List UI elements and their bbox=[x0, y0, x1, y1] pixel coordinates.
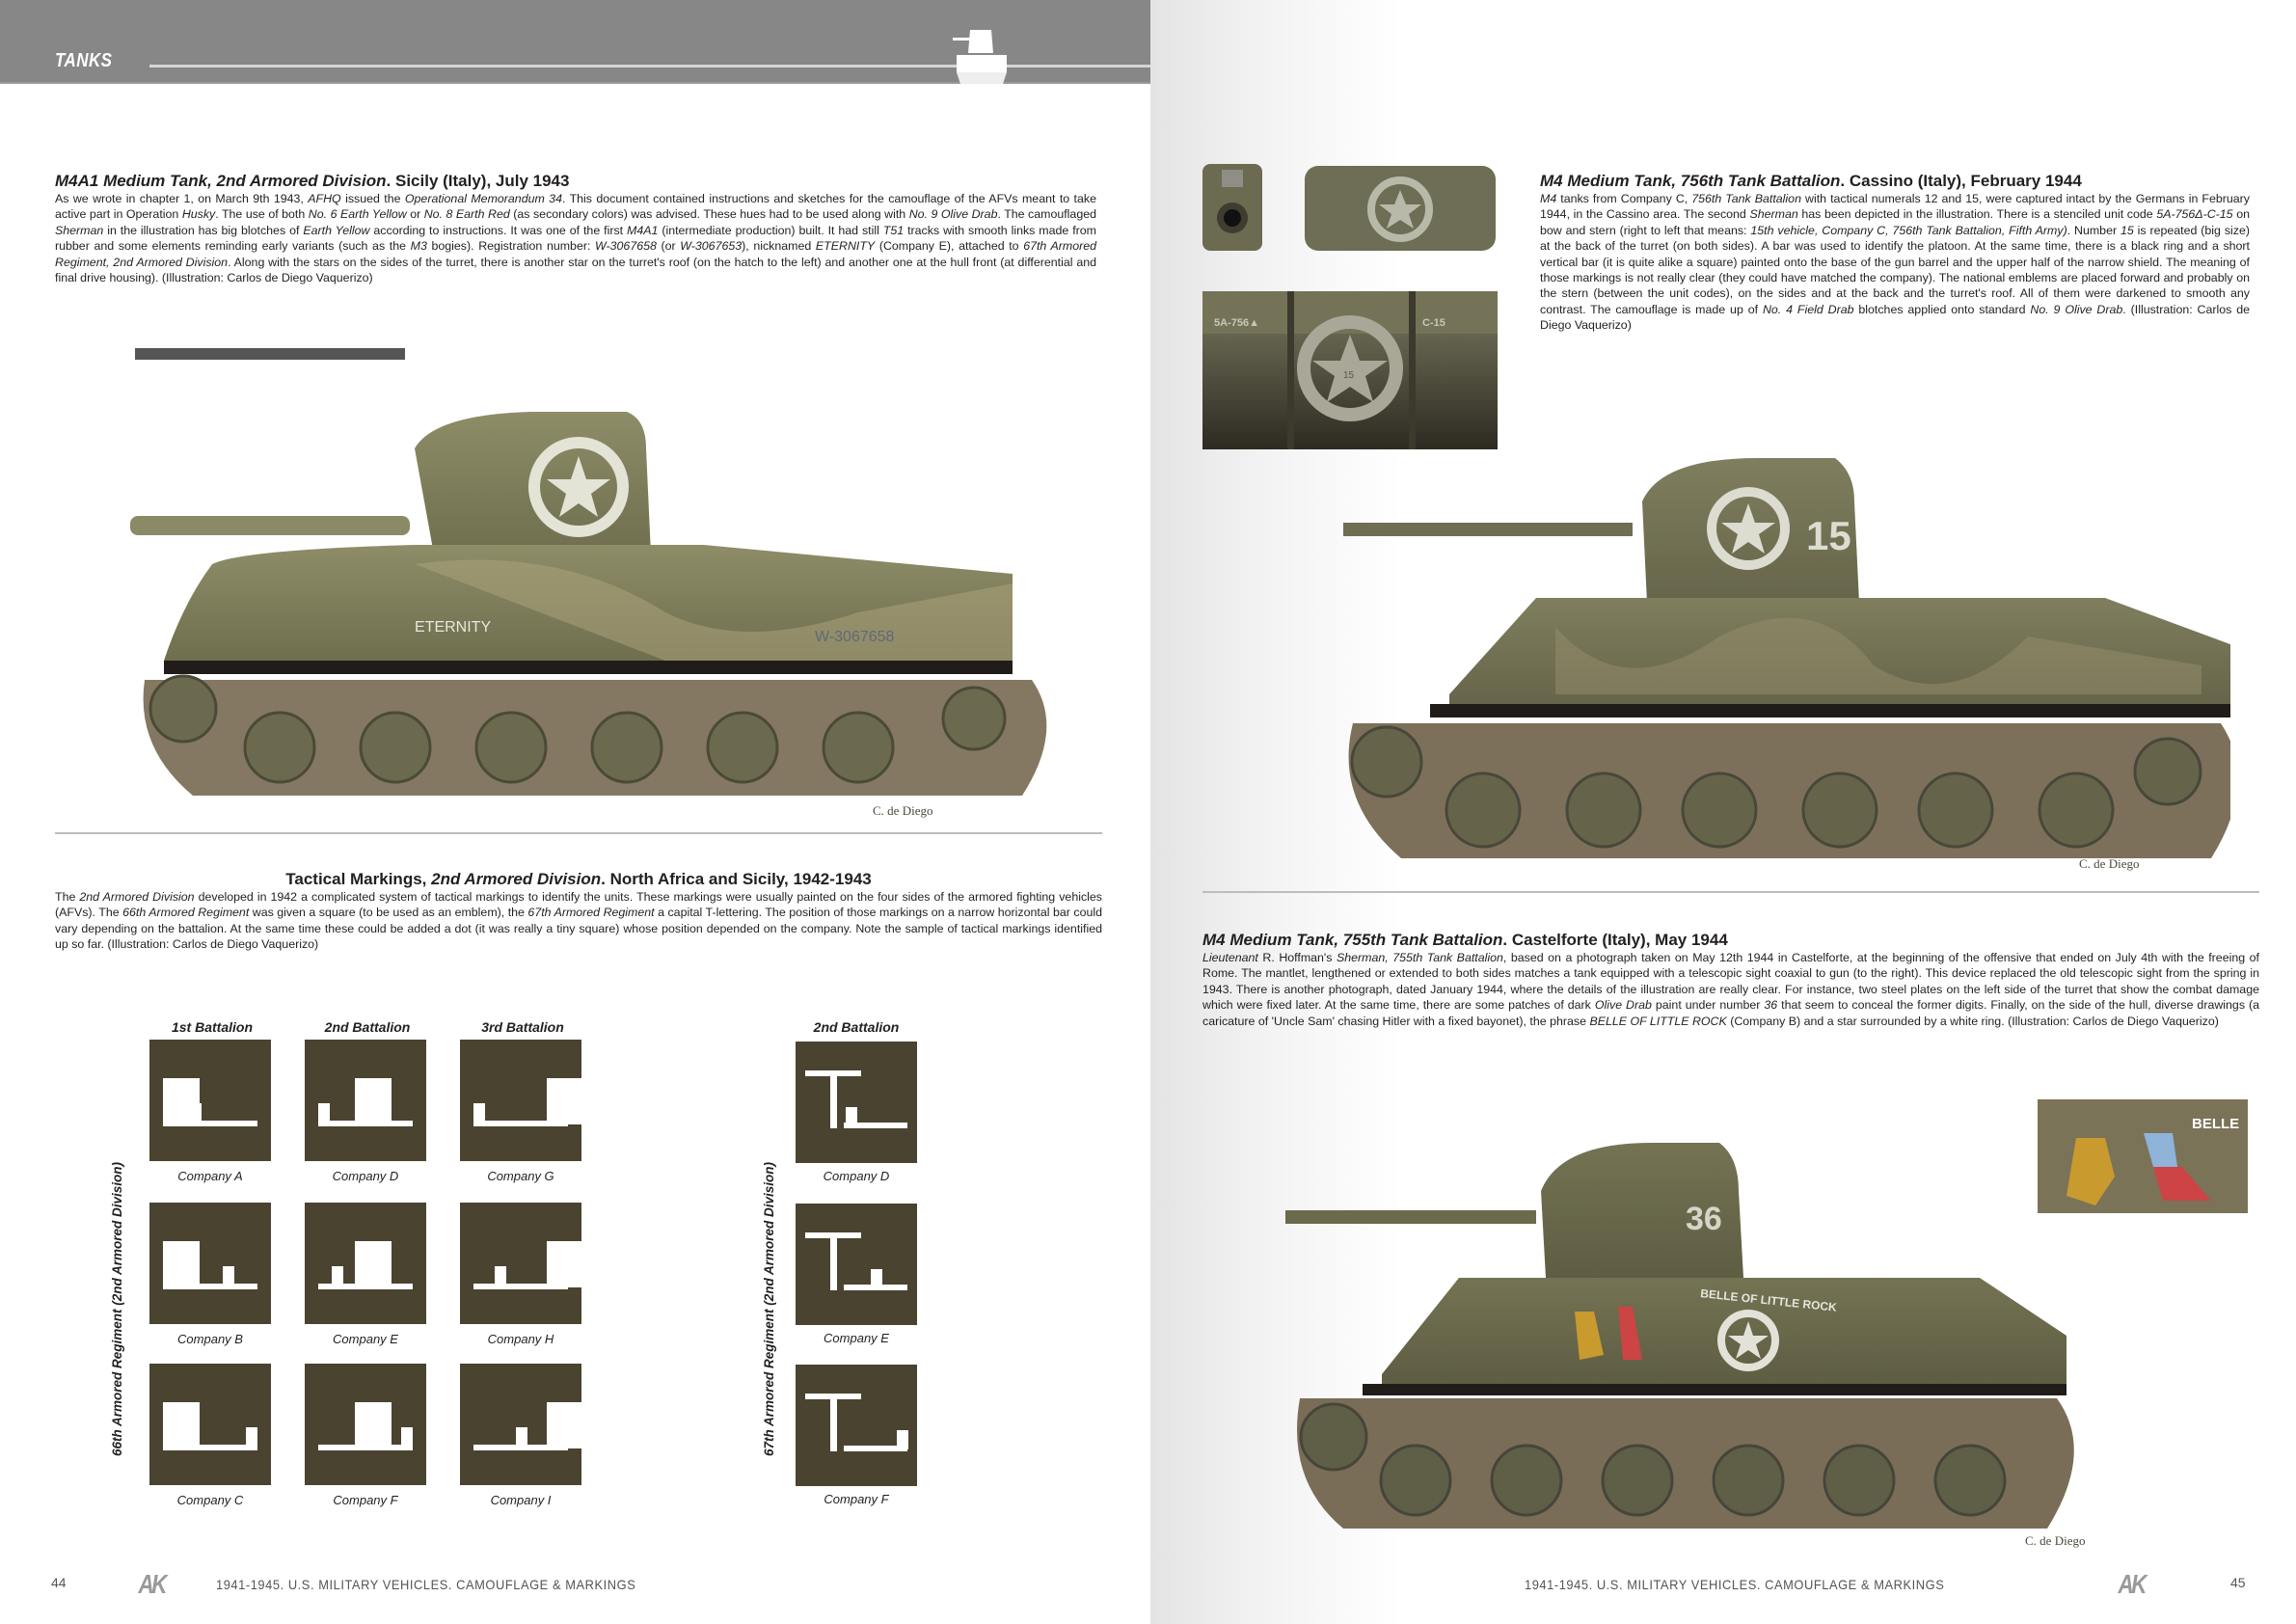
tactical-marking-square bbox=[149, 1040, 271, 1161]
article-body: M4 tanks from Company C, 756th Tank Battalion with tactical numerals 12 and 15, were captured intact by the Germans in February 1944, in the Cassino area. The second Sherman has been depicted in the illustration. There is a stenciled unit code 5A-756Δ-C-15 on bow and stern (right to left that means: 15th vehicle, Company C, 756th Tank Battalion, Fifth Army). Number 15 is repeated (big size) at the back of the turret (on both sides). A bar was used to identify the platoon. At the same time, there is a black ring and a short vertical bar (it is quite alike a square) painted onto the base of the gun barrel and the upper half of the narrow shield. The meaning of those markings is not really clear (they could have matched the company). The national emblems are placed forward and probably on the stern (between the unit codes), on the sides and at the back and the turret's roof. All of them were darkened to smooth any contrast. The camouflage is made up of No. 4 Field Drab blotches applied onto standard No. 9 Olive Drab. (Illustration: Carlos de Diego Vaquerizo) bbox=[1540, 192, 2251, 333]
tactical-marking-square bbox=[305, 1040, 426, 1161]
regiment-66-label: 66th Armored Regiment (2nd Armored Division) bbox=[110, 1161, 124, 1456]
company-caption: Company F bbox=[333, 1493, 398, 1507]
tank-silhouette-icon bbox=[953, 24, 1011, 84]
illustration-credit: C. de Diego bbox=[2079, 856, 2140, 871]
svg-text:W-3067658: W-3067658 bbox=[815, 629, 895, 645]
article-body: The 2nd Armored Division developed in 1942 a complicated system of tactical markings to identify the units. These markings were usually painted on the four sides of the armored fighting vehicles (AFVs). The 66th Armored Regiment was given a square (to be used as an emblem), the 67th Armored Regiment a capital T-lettering. The position of those markings on a narrow horizontal bar could vary depending on the battalion. At the same time these could be added a dot (it was really a tiny square) whose position depended on the company. Note the sample of tactical markings identified up so far. (Illustration: Carlos de Diego Vaquerizo) bbox=[55, 890, 1103, 952]
illustration-credit: C. de Diego bbox=[873, 803, 933, 818]
tactical-marking-t bbox=[796, 1365, 917, 1486]
page-number: 44 bbox=[51, 1575, 67, 1590]
section-divider bbox=[1202, 891, 2259, 893]
column-heading: 1st Battalion bbox=[171, 1019, 253, 1035]
tactical-marking-t bbox=[796, 1042, 917, 1163]
column-heading: 3rd Battalion bbox=[481, 1019, 564, 1035]
tactical-marking-square bbox=[305, 1364, 426, 1485]
column-heading: 2nd Battalion bbox=[813, 1019, 900, 1035]
svg-text:15: 15 bbox=[1343, 370, 1355, 381]
page-number: 45 bbox=[2230, 1575, 2246, 1590]
article-m4-756th bbox=[1540, 172, 2250, 334]
company-caption: Company F bbox=[824, 1492, 889, 1506]
section-header bbox=[0, 0, 1150, 84]
section-title: TANKS bbox=[55, 50, 113, 71]
company-caption: Company G bbox=[487, 1169, 554, 1183]
tactical-marking-square bbox=[305, 1203, 426, 1324]
column-heading: 2nd Battalion bbox=[324, 1019, 411, 1035]
m4-756th-illustration bbox=[1334, 415, 2230, 878]
svg-text:BELLE OF LITTLE ROCK: BELLE OF LITTLE ROCK bbox=[1699, 1286, 1838, 1314]
m4-755th-belle-illustration bbox=[1285, 1104, 2076, 1548]
article-m4a1 bbox=[55, 172, 1096, 285]
article-title: M4 Medium Tank, 756th Tank Battalion. Cassino (Italy), February 1944 bbox=[1540, 172, 2082, 190]
tactical-marking-square bbox=[149, 1203, 271, 1324]
right-page bbox=[1150, 0, 2296, 1624]
section-divider bbox=[55, 832, 1102, 834]
ak-logo: AK bbox=[2118, 1569, 2146, 1599]
svg-text:15: 15 bbox=[1806, 513, 1851, 558]
svg-text:BELLE: BELLE bbox=[2192, 1116, 2240, 1132]
company-caption: Company H bbox=[487, 1332, 554, 1346]
company-caption: Company A bbox=[177, 1169, 243, 1183]
regiment-67-label: 67th Armored Regiment (2nd Armored Division) bbox=[762, 1161, 776, 1456]
article-title: M4A1 Medium Tank, 2nd Armored Division. Sicily (Italy), July 1943 bbox=[55, 172, 570, 190]
svg-text:36: 36 bbox=[1686, 1201, 1722, 1237]
tactical-marking-square bbox=[460, 1203, 581, 1324]
m4a1-eternity-illustration bbox=[125, 342, 1080, 815]
company-caption: Company C bbox=[176, 1493, 244, 1507]
tactical-marking-t bbox=[796, 1204, 917, 1325]
tactical-marking-square bbox=[149, 1364, 271, 1485]
footer-title: 1941-1945. U.S. MILITARY VEHICLES. CAMOUFLAGE & MARKINGS bbox=[1525, 1577, 1945, 1592]
company-caption: Company B bbox=[177, 1332, 243, 1346]
svg-text:5A-756▲: 5A-756▲ bbox=[1214, 317, 1259, 329]
turret-roof-detail-image bbox=[1305, 166, 1496, 251]
svg-text:ETERNITY: ETERNITY bbox=[415, 619, 492, 636]
article-body: Lieutenant R. Hoffman's Sherman, 755th Tank Battalion, based on a photograph taken on May 12th 1944 in Castelforte, at the beginning of the offensive that ended on July 4th with the freeing of Rome. The mantlet, lengthened or extended to both sides matches a tank equipped with a telescopic sight coaxial to gun (to the right). This device replaced the old telescopic sight from the spring in 1943. There is another photograph, dated January 1944, where the details of the illustration are really clear. For instance, two steel plates on the left side of the turret that show the combat damage which were fixed later. At the same time, there are some patches of dark Olive Drab paint under number 36 that seem to conceal the former digits. Finally, on the side of the hull, diverse drawings (a caricature of 'Uncle Sam' chasing Hitler with a fixed bayonet), the phrase BELLE OF LITTLE ROCK (Company B) and a star surrounded by a white ring. (Illustration: Carlos de Diego Vaquerizo) bbox=[1202, 951, 2260, 1028]
tactical-marking-square bbox=[460, 1364, 581, 1485]
illustration-credit: C. de Diego bbox=[2025, 1533, 2086, 1548]
article-title: Tactical Markings, 2nd Armored Division. North Africa and Sicily, 1942-1943 bbox=[285, 870, 872, 888]
company-caption: Company E bbox=[824, 1331, 889, 1345]
ak-logo: AK bbox=[138, 1569, 166, 1599]
article-tactical-markings bbox=[55, 870, 1102, 953]
article-body: As we wrote in chapter 1, on March 9th 1943, AFHQ issued the Operational Memorandum 34. This document contained instructions and sketches for the camouflage of the AFVs meant to take active part in Operation Husky. The use of both No. 6 Earth Yellow or No. 8 Earth Red (as secondary colors) was advised. These hues had to be used along with No. 9 Olive Drab. The camouflaged Sherman in the illustration has big blotches of Earth Yellow according to instructions. It was one of the first M4A1 (intermediate production) built. It had still T51 tracks with smooth links made from rubber and some elements reminding early variants (such as the M3 bogies). Registration number: W-3067658 (or W-3067653), nicknamed ETERNITY (Company E), attached to 67th Armored Regiment, 2nd Armored Division. Along with the stars on the sides of the turret, there is another star on the turret's roof (on the hatch to the left) and another one at the hull front (at differential and final drive housing). (Illustration: Carlos de Diego Vaquerizo) bbox=[55, 192, 1097, 285]
tactical-marking-square bbox=[460, 1040, 581, 1161]
company-caption: Company I bbox=[490, 1493, 552, 1507]
company-caption: Company D bbox=[823, 1169, 890, 1183]
article-title: M4 Medium Tank, 755th Tank Battalion. Castelforte (Italy), May 1944 bbox=[1202, 931, 1728, 949]
svg-text:C-15: C-15 bbox=[1422, 317, 1445, 329]
footer-title: 1941-1945. U.S. MILITARY VEHICLES. CAMOUFLAGE & MARKINGS bbox=[216, 1577, 636, 1592]
company-caption: Company E bbox=[333, 1332, 398, 1346]
mantlet-detail-image bbox=[1202, 164, 1262, 251]
article-m4-755th bbox=[1202, 931, 2259, 1029]
company-caption: Company D bbox=[332, 1169, 399, 1183]
